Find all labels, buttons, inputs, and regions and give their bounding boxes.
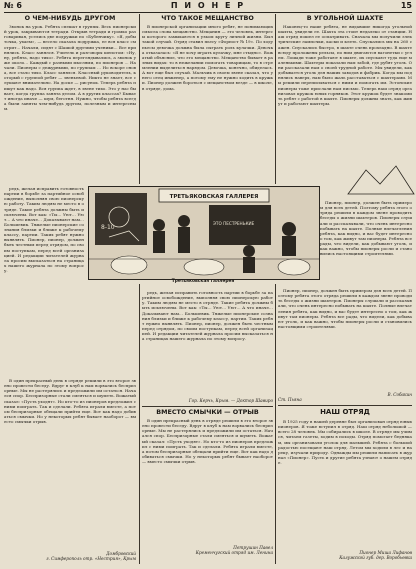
article-shame-signature: Гор. Керчь, Крым. — Доктор Шавиро: [188, 398, 273, 403]
article-shame-body: [142, 290, 273, 400]
friend-author: Домбровский: [106, 551, 136, 556]
issue-number: № 6: [4, 1, 22, 10]
article-friend-body: [4, 24, 136, 182]
otryad-place: Калужской губ. дер. Воробьевка: [339, 555, 412, 561]
page-header: [4, 1, 412, 11]
article-mine-text-3: Пионер, пионер, должен быть примером для всех детей. Поэтому ребята этого отряда решили в каждом звене проводить беседы о жизни шахтеров. Пионеры слушали и рассказывали, что очень интересно побывать на шахте. Полные впечатления ребята, как видно, и вас будет интересно о том, как живут там пионеры. Ребята все рады, что видели, как добывают уголь, и как важно, чтобы пионеры росли и становились настоящими строителями.: [278, 288, 412, 329]
article-friend-body-cont: [4, 186, 84, 376]
article-friend-body-end: [4, 378, 136, 550]
article-otryad-signature: [278, 550, 412, 560]
illustration-caption: Третьяковская галлерея: [171, 279, 235, 284]
friend-place: г. Симферополь отр. «Нестрия», Крым: [46, 556, 136, 562]
article-friend-text-3: В один прекрасный день в отряде решили в это второе звено провести беседу. Вдруг в клуб к нам ворвались беспризорные. Мы не растерялись и предложили им остаться. Начался спор. Беспризорные стали смеяться и шуметь. Вожатый сказал: «Пусть уходят». Но кто-то из пионеров предложил с ними поиграть. Так и сделали. Ребята играли вместе, а потом беспризорные обещали прийти еще. Вот как надо добиваться смычки. Но у некоторых ребят бывает наоборот — вместо смычки отрыв.: [4, 378, 136, 424]
gallery-drawing: [89, 187, 319, 279]
board-text: 8-10: [101, 224, 115, 231]
mine-author: В. Собакин: [387, 392, 412, 397]
article-mine-signature: [278, 392, 412, 402]
article-meshchanstvo-title: ЧТО ТАКОЕ МЕЩАНСТВО: [161, 14, 254, 22]
board-text-2: ЭТО ПЕСТРЕНЬКИЕ: [213, 221, 255, 226]
article-laughter-text: В один прекрасный день в отряде решили в это второе звено провести беседу. Вдруг в клуб к нам ворвались беспризорные. Мы не растерялись и предложили им остаться. Начался спор. Беспризорные стали смеяться и шуметь. Вожатый сказал: «Пусть уходят». Но кто-то из пионеров предложил с ними поиграть. Так и сделали. Ребята играли вместе, а потом беспризорные обещали прийти еще. Вот как надо добиваться смычки. Но у некоторых ребят бывает наоборот — вместо смычки отрыв.: [142, 418, 273, 464]
header-rule: [4, 12, 412, 13]
article-otryad-body: [278, 419, 412, 547]
article-friend-text: Звонок на урок. Ребята спешат в группы. Весь пионерский урок, закрываются тетради. Открыв тетради и громко разговаривая, уселись две подружки по «Бубенчику». «Я, добыточка, ухаем», — весело сказала подружка, ее вся класс смотрит… Начали, сидят с Шашой другими ученики... Все принялись. Класс занялся. Учитель и разговоры шепотом: «Ну, ну, ребята, надо тихо». Ребята переглядывались, а звонок уже около… Каждый с разными мыслями, по пионеров … Начали. Пионеры с дежурными, по группам … Но вскоре снова, все стало тихо. Класс занялся. Классный руководитель, который с группой ребят — звеньевой. Никто не знает, все слушают внимательно. На доске — рисунок. Теперь ребята пишут как надо. Вся группа ждет, в звене тихо. Это у нас бывает, когда группа занята делом. А в других классах? Бывает иногда иначе — шум, беготня. Нужно, чтобы ребята всегда были заняты чем-нибудь другим, полезным и интересным.: [4, 24, 136, 111]
article-mine-text-2: Пионер, пионер, должен быть примером для всех детей. Поэтому ребята этого отряда решили в каждом звене проводить беседы о жизни шахтеров. Пионеры слушали и рассказывали, что очень интересно побывать на шахте. Полные впечатления ребята, как видно, и вас будет интересно о том, как живут там пионеры. Ребята все рады, что видели, как добывают уголь, и как важно, чтобы пионеры росли и становились настоящими строителями.: [320, 200, 412, 257]
section-divider-2: [278, 405, 412, 406]
article-otryad-title: НАШ ОТРЯД: [320, 408, 370, 416]
column-divider-1b: [139, 284, 140, 564]
tretyakov-gallery-illustration: [88, 186, 320, 280]
article-friend-signature: [4, 551, 136, 561]
article-mine-text: Наконец-то наше ребята, не видавшие никогда угольной шахты, увидели ее. Шахта эта стоит недалеко от станции. Наш отряд пошел ее осматривать. Сначала мы получили электрические лампочки, каски и клеть. Спускались мы на 260 сажен. Спускались быстро, в шахте очень прохладно. В шахте всюду проложены рельсы, по ним двигаются вагонетки с углем. Лошади тоже работают в шахте, их спускают туда еще маленькими. Шахтеры показали нам забой, где рубят уголь. Они рассказали нам о своей трудной работе. Мы увидели, как добывается уголь для наших заводов и фабрик. Когда мы поднялись наверх, нам было жаль расставаться с шахтерами. Мы решили переписываться с ними и помогать им. Эстонские пионеры тоже прислали нам письмо. Теперь наш отряд организовал кружок юных горняков. Этот кружок будет знакомить ребят с работой в шахте. Пионеры должны знать, как живут и работают шахтеры.: [278, 24, 412, 106]
article-laughter-title: ВМЕСТО СМЫЧКИ — ОТРЫВ: [156, 408, 259, 416]
page-number: 15: [400, 1, 412, 10]
article-mine-title: В УГОЛЬНОЙ ШАХТЕ: [306, 14, 384, 22]
laughter-author: Петрушин Павел: [233, 545, 273, 550]
article-mine-body: [278, 24, 412, 158]
article-mine-body-cont: [320, 200, 412, 284]
article-friend-title: О ЧЕМ-НИБУДЬ ДРУГОМ: [24, 14, 116, 22]
article-shame-text: редь, желая исправить готовность партии в борьбе за партийное освобождение, выполняя свою пионерскую работу. Таким людям не место в отряде. Такие ребята должны быть исключены. Вот как: «Ты… Уют… Уют… А что иначе… Доказывают нам… Большевик. Тяжелые пионерские сознания близки и ближе к рабочему классу, партии. Таких ребят нужно выявлять. Пионер, пионер, должен быть честным перед отрядом, по своим поступкам, перед всей организацией. И редакции читателей журнала просим высказаться на страницах нашего журнала по этому вопросу.: [142, 290, 273, 342]
article-meshchanstvo-body: [142, 24, 273, 184]
article-meshchanstvo-text: В пионерской организации много ребят, не понимающих смысла слова мещанство. Мещанин — это человек, интересы которого замыкаются в узком кругу личной жизни. Был такой случай. Отряд ставил пьесу «Форпост № 19». По ходу пьесы девочка должна была сыграть роль кулачки. Девочка отказалась: «Я не хочу играть кулачку, мне стыдно». Вожатый объяснил, что это мещанство. Мещанство бывает в разных видах: то в нежелании помогать товарищам, то в стремлении выделиться нарядом. Девочка, конечно, обиделась. А вот еще был случай. Мальчик в своем звене сказал, что у него отец инженер, а потому ему не нужно ходить в кружки. Пионер должен бороться с мещанством везде — в школе, в отряде, дома.: [142, 24, 273, 91]
column-divider-1: [139, 14, 140, 184]
column-divider-2: [275, 14, 276, 184]
article-mine-body-end: [278, 288, 412, 388]
article-friend-text-2: редь, желая исправить готовность партии в борьбе за партийное освобождение, выполняя свою пионерскую работу. Таким людям не место в отряде. Такие ребята должны быть исключены. Вот как: «Ты… Уют… Уют… А что иначе… Доказывают нам… Большевик. Тяжелые пионерские сознания близки и ближе к рабочему классу, партии. Таких ребят нужно выявлять. Пионер, пионер, должен быть честным перед отрядом, по своим поступкам, перед всей организацией. И редакции читателей журнала просим высказаться на страницах нашего журнала по этому вопросу.: [4, 186, 84, 273]
column-divider-2b: [275, 284, 276, 564]
otryad-author: Пионер Миша Лифанов: [359, 550, 412, 555]
article-laughter-signature: [142, 545, 273, 555]
mine-place: Ст. Пьяна: [278, 397, 302, 403]
gallery-banner-text: ТРЕТЬЯКОВСКАЯ ГАЛЛЕРЕЯ: [169, 194, 259, 200]
laughter-place: Кременчугский отряд им. Ленина: [195, 550, 273, 556]
mine-sketch: [346, 160, 416, 196]
article-laughter-body: [142, 418, 273, 542]
mine-sketch-drawing: [346, 160, 416, 196]
article-otryad-text: В 1925 году в нашей деревне был организован отряд юных пионеров. Я тоже вступил в отряд. Наш отряд небольшой — всего 28 человек. Мы собирались в школе. В отряде мы учимся, читаем газеты, ходим в походы. Отряд помогает беднякам, мы организовали уголок для малышей. Ребята с большой радостью посещают наш отряд. Летом мы ходили в лес и на реку, изучали природу. Однажды мы решили написать в журнал «Пионер». Пусть и другие ребята узнают о нашем отряде.: [278, 419, 412, 465]
magazine-title: П И О Н Е Р: [170, 1, 246, 10]
section-divider-1: [142, 406, 273, 407]
